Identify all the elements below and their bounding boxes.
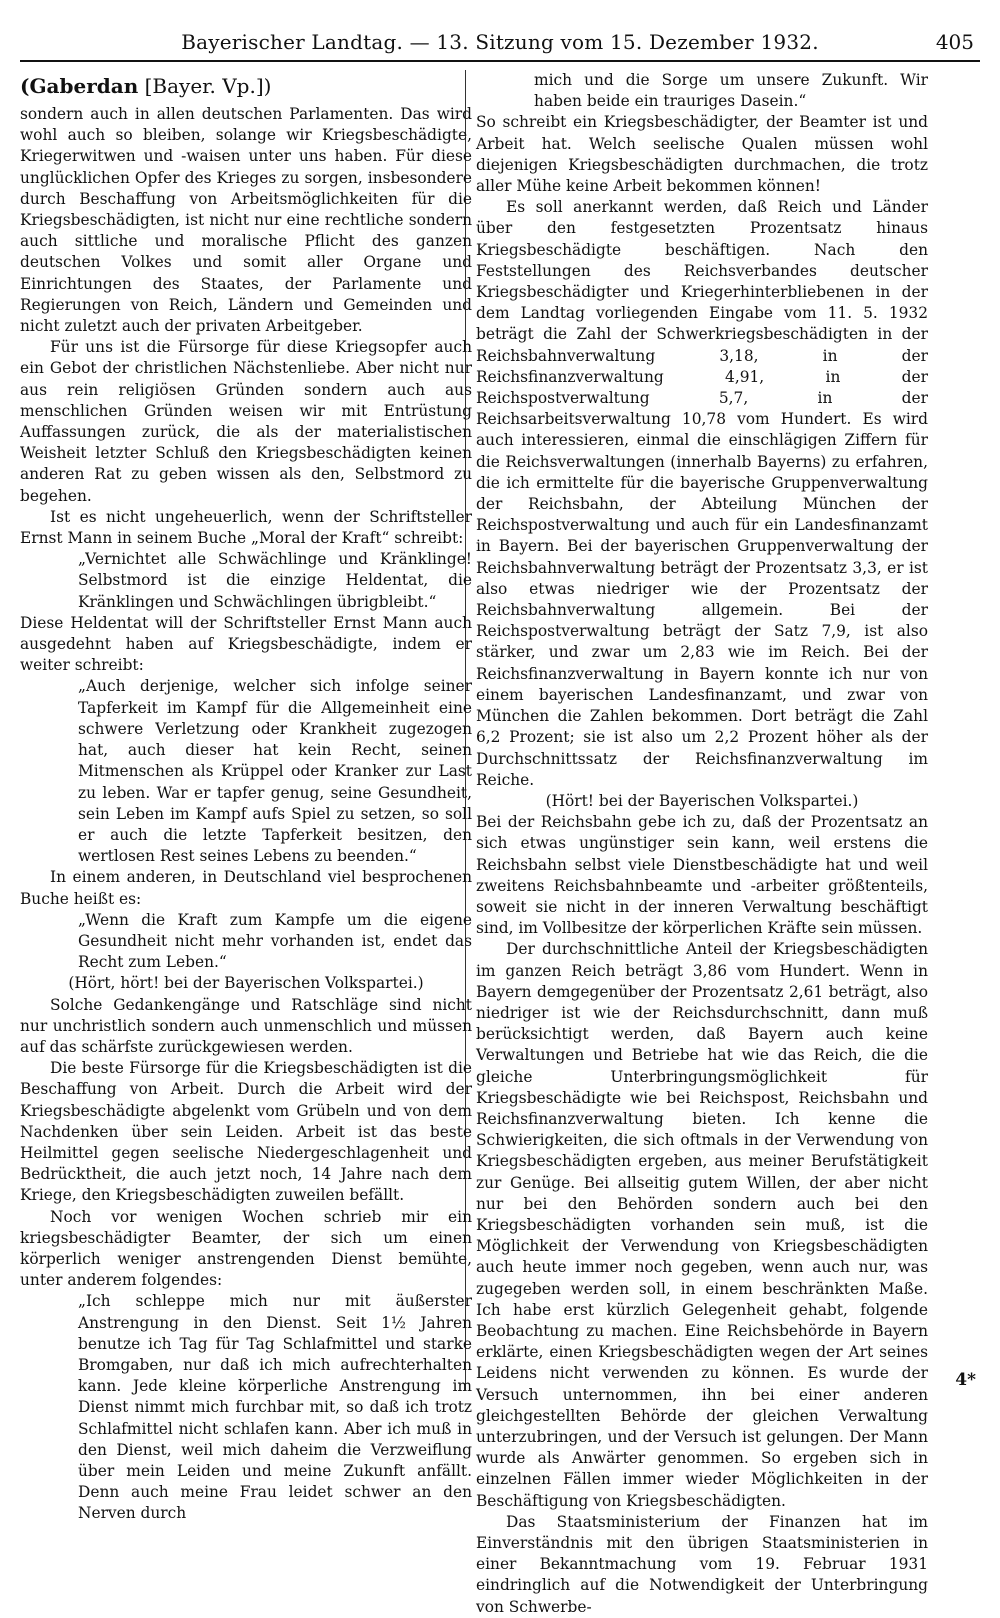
page-number: 405 — [935, 30, 974, 54]
paragraph: Die beste Fürsorge für die Kriegsbeschädigten ist die Beschaffung von Arbeit. Durch die Arbeit wird der Kriegsbeschädigte abgelenkt vom Grübeln und von dem Nachdenken über sein Leiden. Arbeit ist das beste Heilmittel gegen seelische Niedergeschlagenheit und Bedrücktheit, die auch jetzt noch, 14 Jahre nach dem Kriege, den Kriegsbeschädigten zuweilen befällt. — [20, 1059, 472, 1205]
interjection: (Hört, hört! bei der Bayerischen Volkspartei.) — [68, 974, 424, 993]
paragraph: Es soll anerkannt werden, daß Reich und Länder über den festgesetzten Prozentsatz hinaus Kriegsbeschädigte beschäftigen. Nach den Feststellungen des Reichsverbandes deutscher Kriegsbeschädigter und Kriegerhinterbliebenen in der dem Landtag vorliegenden Eingabe vom 11. 5. 1932 beträgt die Zahl der Schwerkriegsbeschädigten in der Reichsbahnverwaltung 3,18, in der Reichsfinanzverwaltung 4,91, in der Reichspostverwaltung 5,7, in der Reichsarbeitsverwaltung 10,78 vom Hundert. Es wird auch interessieren, einmal die einschlägigen Ziffern für die Reichsverwaltungen (innerhalb Bayerns) zu erfahren, die ich ermittelte für die bayerische Gruppenverwaltung der Reichsbahn, der Abteilung München der Reichspostverwaltung und auch für ein Landesfinanzamt in Bayern. Bei der bayerischen Gruppenverwaltung der Reichsbahnverwaltung beträgt der Prozentsatz 3,3, er ist also etwas niedriger wie der Prozentsatz der Reichsbahnverwaltung allgemein. Bei der Reichspostverwaltung beträgt der Satz 7,9, ist also stärker, und zwar um 2,83 wie im Reich. Bei der Reichsfinanzverwaltung in Bayern konnte ich nur von einem bayerischen Landesfinanzamt, und zwar von München die Zahlen bekommen. Dort beträgt die Zahl 6,2 Prozent; sie ist also um 2,2 Prozent höher als der Durchschnittssatz der Reichsfinanzverwaltung im Reiche. — [476, 198, 928, 789]
block-quote: „Wenn die Kraft zum Kampfe um die eigene Gesundheit nicht mehr vorhanden ist, endet das Recht zum Leben.“ — [78, 910, 472, 972]
header-rule — [20, 60, 980, 62]
block-quote-continuation: mich und die Sorge um unsere Zukunft. Wir haben beide ein trauriges Dasein.“ — [534, 71, 928, 111]
paragraph: Der durchschnittliche Anteil der Kriegsbeschädigten im ganzen Reich beträgt 3,86 vom Hundert. Wenn in Bayern demgegenüber der Prozentsatz 2,61 beträgt, also niedriger ist wie der Reichsdurchschnitt, dann muß berücksichtigt werden, daß Bayern auch keine Verwaltungen und Betriebe hat wie das Reich, die die gleiche Unterbringungsmöglichkeit für Kriegsbeschädigte wie bei Reichspost, Reichsbahn und Reichsfinanzverwaltung bieten. Ich kenne die Schwierigkeiten, die sich oftmals in der Verwendung von Kriegsbeschädigten ergeben, aus meiner Berufstätigkeit zur Genüge. Bei allseitig gutem Willen, der aber nicht nur bei den Behörden sondern auch bei den Kriegsbeschädigten vorhanden sein muß, ist die Möglichkeit der Verwendung von Kriegsbeschädigten auch heute immer noch gegeben, wenn auch nur, was zugegeben werden soll, in einem beschränkten Maße. Ich habe erst kürzlich Gelegenheit gehabt, folgende Beobachtung zu machen. Eine Reichsbehörde in Bayern erklärte, einen Kriegsbeschädigten wegen der Art seines Leidens nicht verwenden zu können. Es wurde der Versuch unternommen, ihn bei einer anderen gleichgestellten Behörde der gleichen Verwaltung unterzubringen, und der Versuch ist gelungen. Der Mann wurde als Anwärter genommen. So ergeben sich in einzelnen Fällen immer wieder Möglichkeiten in der Beschäftigung von Kriegsbeschädigten. — [476, 940, 928, 1510]
paragraph: Für uns ist die Fürsorge für diese Kriegsopfer auch ein Gebot der christlichen Nächstenliebe. Aber nicht nur aus rein religiösen Gründen sondern auch aus menschlichen Gründen weisen wir mit Entrüstung Auffassungen zurück, die als der materialistischen Weisheit letzter Schluß den Kriegsbeschädigten keinen anderen Rat zu geben wissen als den, Selbstmord zu begehen. — [20, 338, 472, 505]
speaker-party: [Bayer. Vp.]) — [144, 74, 272, 98]
block-quote: „Ich schleppe mich nur mit äußerster Anstrengung in den Dienst. Seit 1½ Jahren benutze ich Tag für Tag Schlafmittel und starke Bromgaben, nur daß ich mich aufrechterhalten kann. Jede kleine körperliche Anstrengung im Dienst nimmt mich furchbar mit, so daß ich trotz Schlafmittel nicht schlafen kann. Aber ich muß in den Dienst, weil mich daheim die Verzweiflung über mein Leiden und meine Zukunft anfällt. Denn auch meine Frau leidet schwer an den Nerven durch — [78, 1292, 472, 1523]
paragraph: Bei der Reichsbahn gebe ich zu, daß der Prozentsatz an sich etwas ungünstiger sein kann, weil erstens die Reichsbahn selbst viele Dienstbeschädigte hat und weil zweitens Reichsbahnbeamte und -arbeiter größtenteils, soweit sie nicht in der inneren Verwaltung beschäftigt sind, im Vollbesitze der körperlichen Kräfte sein müssen. — [476, 813, 928, 938]
paragraph: In einem anderen, in Deutschland viel besprochenen Buche heißt es: — [20, 868, 472, 908]
block-quote: „Auch derjenige, welcher sich infolge seiner Tapferkeit im Kampf für die Allgemeinheit eine schwere Verletzung oder Krankheit zugezogen hat, auch dieser hat kein Recht, seinen Mitmenschen als Krüppel oder Kranker zur Last zu leben. War er tapfer genug, seine Gesundheit, sein Leben im Kampf aufs Spiel zu setzen, so soll er auch die letzte Tapferkeit besitzen, den wertlosen Rest seines Lebens zu beenden.“ — [78, 677, 472, 866]
paragraph: Solche Gedankengänge und Ratschläge sind nicht nur unchristlich sondern auch unmenschlich und müssen auf das schärfste zurückgewiesen werden. — [20, 995, 472, 1056]
paragraph: sondern auch in allen deutschen Parlamenten. Das wird wohl auch so bleiben, solange wir Kriegsbeschädigte, Kriegerwitwen und -waisen unter uns haben. Für diese unglücklichen Opfer des Krieges zu sorgen, insbesondere durch Beschaffung von Arbeitsmöglichkeiten für die Kriegsbeschädigten, ist nicht nur eine rechtliche sondern auch sittliche und moralische Pflicht des ganzen deutschen Volkes und somit aller Organe und Einrichtungen des Staates, der Parlamente und Regierungen von Reich, Ländern und Gemeinden und nicht zuletzt auch der privaten Arbeitgeber. — [20, 105, 472, 336]
paragraph: Das Staatsministerium der Finanzen hat im Einverständnis mit den übrigen Staatsministerien in einer Bekanntmachung vom 19. Februar 1931 eindringlich auf die Notwendigkeit der Unterbringung von Schwerbe- — [476, 1512, 928, 1616]
page-header — [20, 30, 980, 60]
left-column — [20, 70, 472, 1525]
right-column — [476, 70, 928, 1618]
paragraph: So schreibt ein Kriegsbeschädigter, der Beamter ist und Arbeit hat. Welch seelische Qualen müssen wohl diejenigen Kriegsbeschädigten durchmachen, die trotz aller Mühe keine Arbeit bekommen können! — [476, 113, 928, 196]
paragraph: Noch vor wenigen Wochen schrieb mir ein kriegsbeschädigter Beamter, der sich um einen körperlich weniger anstrengenden Dienst bemühte, unter anderem folgendes: — [20, 1207, 472, 1290]
block-quote: „Vernichtet alle Schwächlinge und Kränklinge! Selbstmord ist die einzige Heldentat, die Kränklingen und Schwächlingen übrigbleibt.“ — [78, 550, 472, 611]
paragraph: Diese Heldentat will der Schriftsteller Ernst Mann auch ausgedehnt haben auf Kriegsbeschädigte, indem er weiter schreibt: — [20, 613, 472, 675]
signature-mark: 4* — [955, 1370, 976, 1390]
paragraph: Ist es nicht ungeheuerlich, wenn der Schriftsteller Ernst Mann in seinem Buche „Moral der Kraft“ schreibt: — [20, 507, 472, 548]
running-title: Bayerischer Landtag. — 13. Sitzung vom 15. Dezember 1932. — [181, 30, 819, 54]
speaker-name: (Gaberdan — [20, 74, 139, 98]
interjection: (Hört! bei der Bayerischen Volkspartei.) — [545, 791, 859, 810]
speaker-attribution — [20, 70, 472, 102]
